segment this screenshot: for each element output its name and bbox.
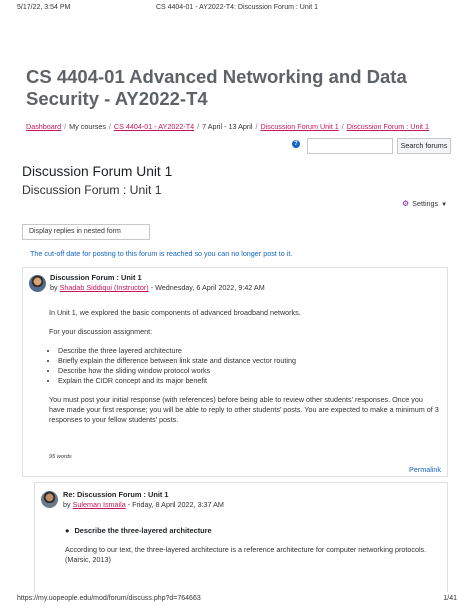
- avatar[interactable]: [41, 491, 58, 508]
- settings-menu[interactable]: [402, 199, 447, 208]
- breadcrumb-my-courses: My courses: [69, 122, 106, 131]
- print-footer: [17, 595, 457, 607]
- list-item: • Describe how the sliding window protocol works: [58, 366, 439, 376]
- print-url: https://my.uopeople.edu/mod/forum/discuss.php?d=764663: [17, 595, 201, 602]
- help-icon[interactable]: ?: [292, 140, 300, 148]
- post-intro: In Unit 1, we explored the basic components of advanced broadband networks.: [49, 308, 301, 317]
- reply-date: - Friday, 8 April 2022, 3:37 AM: [127, 500, 224, 509]
- course-title: CS 4404-01 Advanced Networking and Data Security - AY2022-T4: [26, 66, 407, 109]
- search-input[interactable]: [307, 138, 393, 154]
- breadcrumb-course[interactable]: CS 4404-01 - AY2022-T4: [113, 122, 195, 131]
- bullet-icon: ●: [65, 526, 70, 535]
- post-date: - Wednesday, 6 April 2022, 9:42 AM: [150, 283, 265, 292]
- settings-label: Settings: [412, 199, 439, 208]
- breadcrumb-week: 7 April - 13 April: [202, 122, 253, 131]
- print-page-number: 1/41: [443, 595, 457, 602]
- forum-post: [22, 267, 448, 477]
- post-assignment-lead: For your discussion assignment:: [49, 327, 153, 336]
- print-header: [17, 4, 457, 16]
- breadcrumb-forum[interactable]: Discussion Forum Unit 1: [260, 122, 339, 131]
- post-subject: Discussion Forum : Unit 1: [50, 273, 142, 282]
- permalink-link[interactable]: Permalink: [409, 465, 441, 474]
- print-datetime: 5/17/22, 3:54 PM: [17, 4, 71, 11]
- list-item: • Explain the CIDR concept and its major benefit: [58, 376, 439, 386]
- forum-title: Discussion Forum Unit 1: [22, 164, 173, 179]
- reply-author-link[interactable]: Suleman Ismaila: [72, 500, 126, 509]
- gear-icon: ⚙: [402, 199, 410, 208]
- forum-reply: [34, 482, 448, 592]
- reply-meta: [63, 500, 224, 509]
- word-count: 95 words: [49, 454, 72, 460]
- breadcrumb-separator: /: [108, 122, 111, 131]
- post-meta: [50, 283, 265, 292]
- print-page-title: CS 4404-01 - AY2022-T4: Discussion Forum : Unit 1: [155, 4, 319, 11]
- post-by: by: [50, 283, 58, 292]
- list-item: • Briefly explain the difference between link state and distance vector routing: [58, 356, 439, 366]
- search-forums-button[interactable]: Search forums: [397, 138, 451, 154]
- reply-subject: Re: Discussion Forum : Unit 1: [63, 490, 169, 499]
- breadcrumb-separator: /: [197, 122, 200, 131]
- cutoff-notice: The cut-off date for posting to this forum is reached so you can no longer post to it.: [30, 249, 293, 258]
- breadcrumb: [26, 122, 456, 131]
- breadcrumb-separator: /: [64, 122, 67, 131]
- reply-bullet-heading: [65, 526, 212, 535]
- breadcrumb-separator: /: [341, 122, 344, 131]
- avatar[interactable]: [29, 275, 46, 292]
- breadcrumb-dashboard[interactable]: Dashboard: [26, 122, 62, 131]
- post-author-link[interactable]: Shadab Siddiqui (Instructor): [59, 283, 149, 292]
- post-body: [49, 308, 439, 434]
- breadcrumb-discussion[interactable]: Discussion Forum : Unit 1: [346, 122, 430, 131]
- display-mode-select[interactable]: Display replies in nested form: [22, 224, 150, 240]
- post-closing: You must post your initial response (with references) before being able to review other students' responses. Once you have made your first response; you will be able to reply to other students' posts. You are expected to make a minimum of 3 responses to your fellow students' posts.: [49, 395, 439, 424]
- reply-bullet-text: Describe the three-layered architecture: [74, 526, 212, 535]
- reply-by: by: [63, 500, 71, 509]
- list-item: • Describe the three layered architecture: [58, 346, 439, 356]
- breadcrumb-separator: /: [255, 122, 258, 131]
- reply-text: According to our text, the three-layered architecture is a reference architecture for computer networking protocols. (Marsic, 2013): [65, 545, 427, 564]
- discussion-title: Discussion Forum : Unit 1: [22, 183, 162, 197]
- post-bullets: [49, 346, 439, 386]
- caret-down-icon: ▼: [441, 202, 448, 208]
